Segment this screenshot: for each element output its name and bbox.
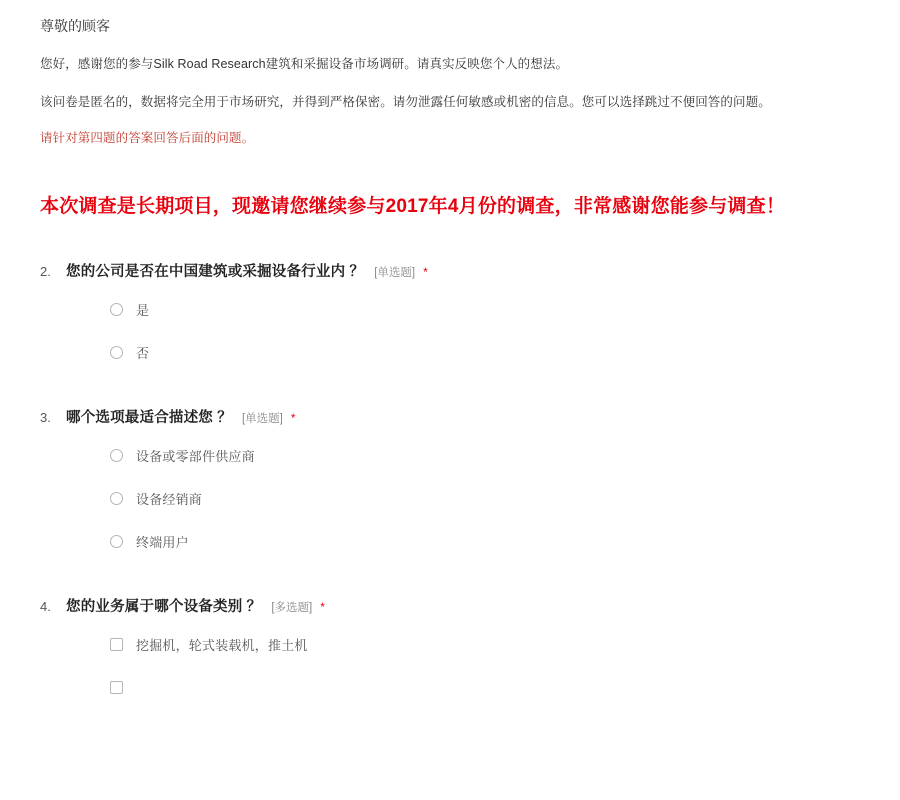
options-list	[40, 441, 860, 555]
question-title: 哪个选项最适合描述您 ？	[66, 410, 232, 426]
question-header	[40, 595, 860, 616]
option-row[interactable]	[110, 338, 860, 366]
survey-headline: 本次调查是长期项目，现邀请您继续参与2017年4月份的调查，非常感谢您能参与调查！	[40, 196, 786, 217]
option-label: 挖掘机，轮式装载机，推土机	[136, 637, 308, 653]
question-required-mark: *	[290, 411, 296, 425]
question-type-label: [多选题]	[271, 602, 313, 614]
question-header	[40, 260, 860, 281]
option-row[interactable]	[110, 673, 860, 701]
radio-icon[interactable]	[110, 449, 123, 462]
option-label: 设备经销商	[136, 491, 203, 507]
checkbox-icon[interactable]	[110, 638, 123, 651]
question-title: 您的业务属于哪个设备类别 ？	[66, 599, 262, 615]
question-number: 2.	[40, 264, 51, 279]
radio-icon[interactable]	[110, 346, 123, 359]
question-type-label: [单选题]	[374, 267, 416, 279]
question-header	[40, 406, 860, 427]
option-row[interactable]	[110, 484, 860, 512]
intro-note: 请针对第四题的答案回答后面的问题。	[40, 131, 255, 145]
radio-icon[interactable]	[110, 535, 123, 548]
radio-icon[interactable]	[110, 492, 123, 505]
option-row[interactable]	[110, 630, 860, 658]
question-block-2	[40, 260, 860, 366]
option-row[interactable]	[110, 295, 860, 323]
option-label: 否	[136, 345, 150, 361]
intro-paragraph-1: 您好，感谢您的参与Silk Road Research建筑和采掘设备市场调研。请真实反映您个人的想法。	[40, 57, 569, 71]
option-label: 终端用户	[136, 534, 189, 550]
options-list	[40, 630, 860, 701]
question-required-mark: *	[320, 600, 325, 614]
question-block-4	[40, 595, 860, 701]
radio-icon[interactable]	[110, 303, 123, 316]
question-title: 您的公司是否在中国建筑或采掘设备行业内 ？	[66, 264, 365, 280]
option-row[interactable]	[110, 527, 860, 555]
question-required-mark: *	[423, 265, 428, 279]
question-number: 4.	[40, 599, 51, 614]
question-block-3	[40, 406, 860, 555]
option-label: 是	[136, 302, 150, 318]
checkbox-icon[interactable]	[110, 681, 123, 694]
salutation: 尊敬的顾客	[40, 18, 110, 34]
question-number: 3.	[40, 410, 51, 425]
option-row[interactable]	[110, 441, 860, 469]
intro-paragraph-2: 该问卷是匿名的，数据将完全用于市场研究，并得到严格保密。请勿泄露任何敏感或机密的信息。您可以选择跳过不便回答的问题。	[40, 95, 771, 109]
options-list	[40, 295, 860, 366]
question-type-label: [单选题]	[241, 413, 283, 425]
option-label: 设备或零部件供应商	[136, 448, 255, 464]
